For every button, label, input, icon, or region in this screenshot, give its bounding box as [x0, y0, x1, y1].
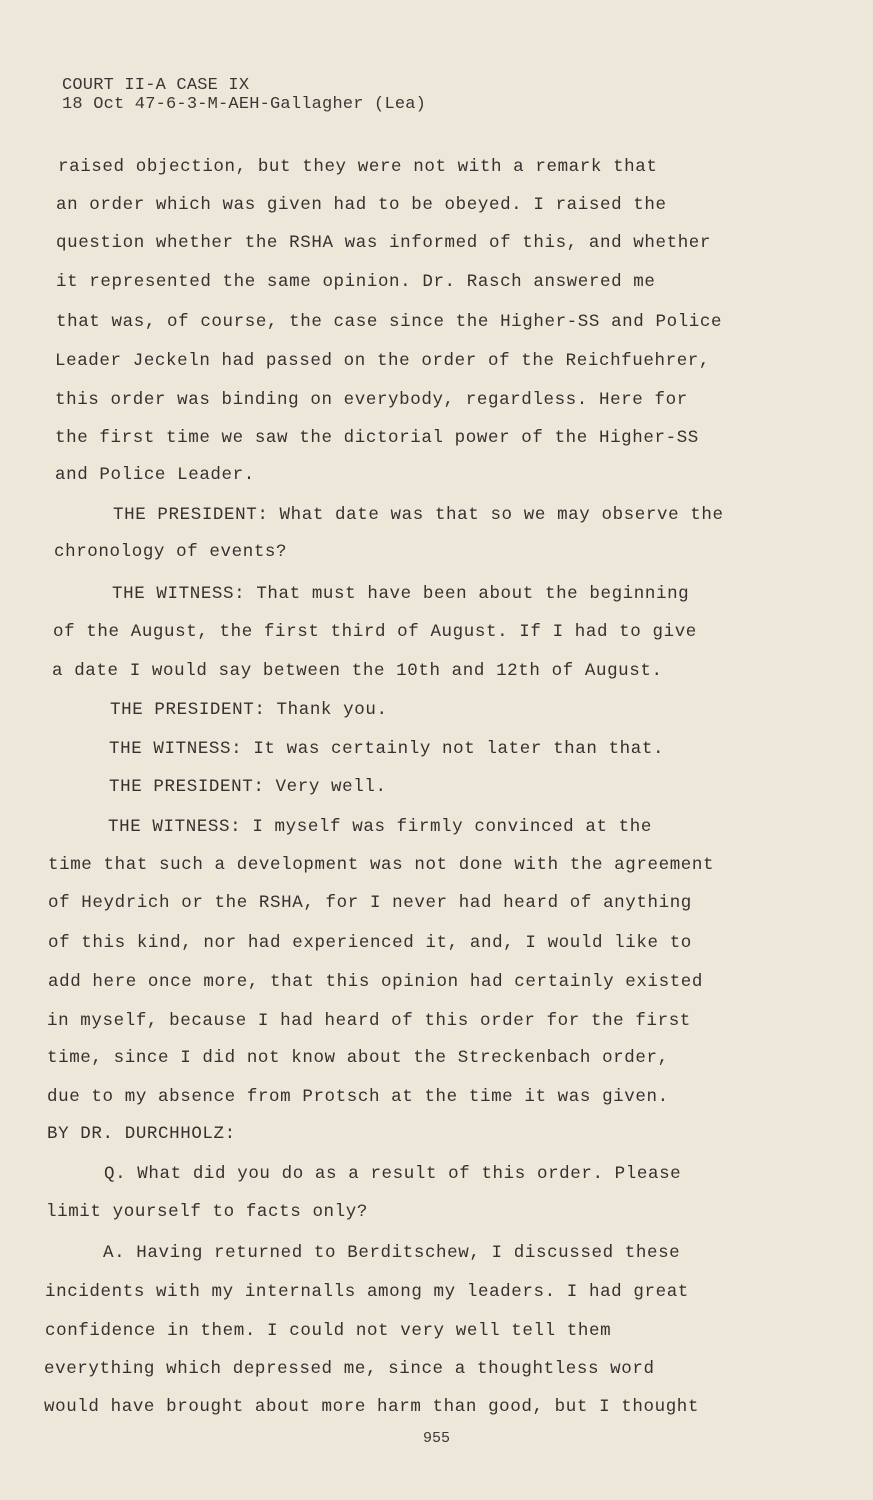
- question-line-1: Q. What did you do as a result of this order. Please: [104, 1164, 682, 1184]
- examiner-line: BY DR. DURCHHOLZ:: [47, 1124, 236, 1144]
- answer-line-4: everything which depressed me, since a thoughtless word: [44, 1359, 655, 1379]
- text-line-22: add here once more, that this opinion had certainly existed: [48, 972, 704, 992]
- text-line-3: question whether the RSHA was informed of this, and whether: [56, 233, 712, 253]
- text-line-15: THE PRESIDENT: Thank you.: [110, 700, 388, 720]
- answer-line-5: would have brought about more harm than good, but I thought: [44, 1397, 700, 1417]
- page-number: 955: [422, 1430, 450, 1447]
- case-line: COURT II-A CASE IX: [62, 76, 250, 95]
- text-line-16: THE WITNESS: It was certainly not later than that.: [109, 739, 665, 759]
- text-line-4: it represented the same opinion. Dr. Rasch answered me: [56, 272, 656, 292]
- text-line-17: THE PRESIDENT: Very well.: [109, 777, 387, 797]
- text-line-11: chronology of events?: [54, 542, 288, 562]
- text-line-1: raised objection, but they were not with a remark that: [58, 157, 658, 177]
- text-line-20: of Heydrich or the RSHA, for I never had heard of anything: [48, 893, 692, 913]
- date-reference-line: 18 Oct 47-6-3-M-AEH-Gallagher (Lea): [62, 95, 427, 114]
- text-line-10: THE PRESIDENT: What date was that so we may observe the: [113, 505, 724, 525]
- text-line-21: of this kind, nor had experienced it, and, I would like to: [48, 933, 692, 953]
- text-line-24: time, since I did not know about the Streckenbach order,: [47, 1048, 669, 1068]
- text-line-6: Leader Jeckeln had passed on the order of the Reichfuehrer,: [55, 351, 711, 371]
- answer-line-1: A. Having returned to Berditschew, I discussed these: [103, 1243, 681, 1263]
- text-line-7: this order was binding on everybody, regardless. Here for: [55, 390, 688, 410]
- document-header: [62, 76, 426, 114]
- question-line-2: limit yourself to facts only?: [46, 1202, 368, 1222]
- answer-line-2: incidents with my internalls among my leaders. I had great: [45, 1282, 689, 1302]
- text-line-9: and Police Leader.: [55, 465, 255, 485]
- text-line-12: THE WITNESS: That must have been about the beginning: [112, 584, 690, 604]
- text-line-5: that was, of course, the case since the Higher-SS and Police: [56, 312, 723, 332]
- text-line-19: time that such a development was not done with the agreement: [48, 855, 715, 875]
- text-line-8: the first time we saw the dictorial power of the Higher-SS: [55, 428, 699, 448]
- text-line-14: a date I would say between the 10th and 12th of August.: [52, 661, 663, 681]
- text-line-2: an order which was given had to be obeyed. I raised the: [56, 195, 667, 215]
- text-line-25: due to my absence from Protsch at the time it was given.: [47, 1087, 669, 1107]
- text-line-18: THE WITNESS: I myself was firmly convinced at the: [108, 817, 652, 837]
- text-line-23: in myself, because I had heard of this order for the first: [47, 1011, 691, 1031]
- text-line-13: of the August, the first third of August. If I had to give: [53, 622, 697, 642]
- answer-line-3: confidence in them. I could not very well tell them: [45, 1321, 612, 1341]
